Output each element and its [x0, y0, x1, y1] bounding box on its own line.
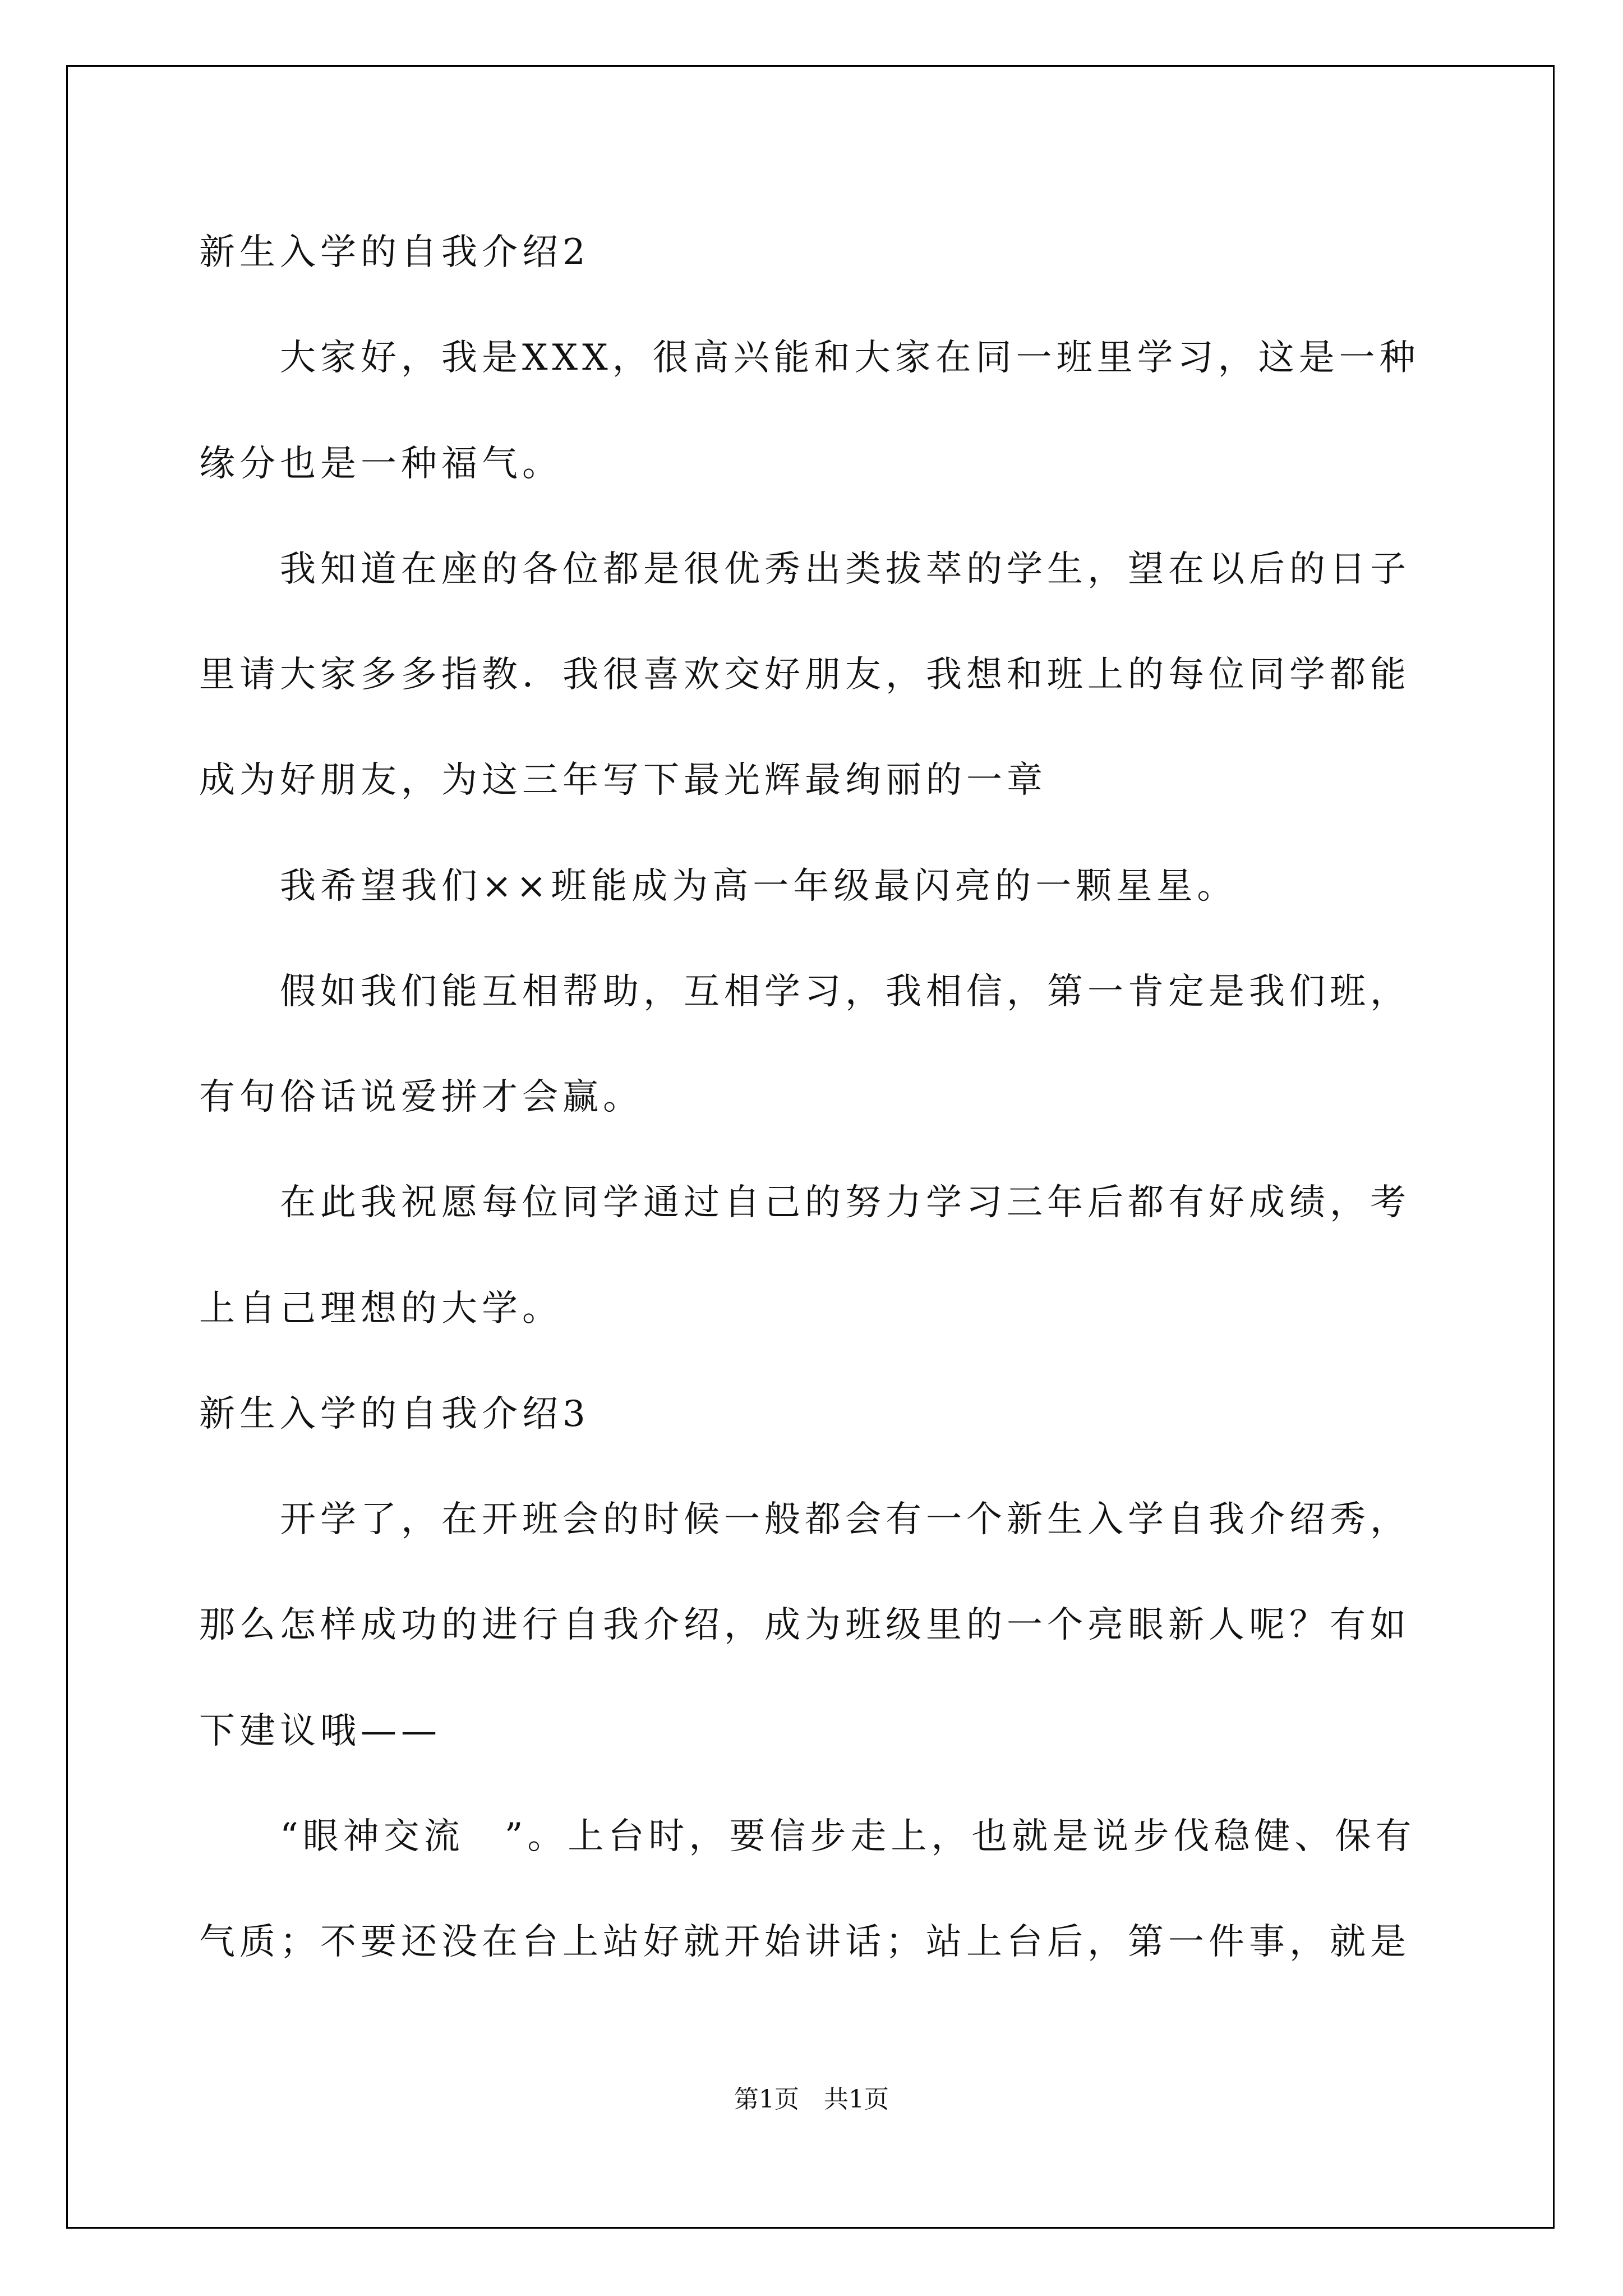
paragraph-line: 里请大家多多指教．我很喜欢交好朋友，我想和班上的每位同学都能 [199, 654, 1410, 696]
paragraph-line: 大家好，我是XXX，很高兴能和大家在同一班里学习，这是一种 [199, 337, 1420, 379]
paragraph-line: 开学了，在开班会的时候一般都会有一个新生入学自我介绍秀， [199, 1499, 1410, 1540]
paragraph-line: 缘分也是一种福气。 [199, 443, 562, 485]
page-border [66, 65, 1555, 2229]
paragraph-line: 有句俗话说爱拼才会赢。 [199, 1076, 643, 1118]
paragraph-line: 我希望我们××班能成为高一年级最闪亮的一颗星星。 [199, 866, 1238, 907]
section-heading-2: 新生入学的自我介绍2 [199, 232, 590, 273]
paragraph-line: 在此我祝愿每位同学通过自己的努力学习三年后都有好成绩，考 [199, 1182, 1410, 1223]
page-footer: 第1页 共1页 [734, 2085, 889, 2114]
paragraph-line: 气质；不要还没在台上站好就开始讲话；站上台后，第一件事，就是 [199, 1921, 1410, 1963]
paragraph-line: 成为好朋友，为这三年写下最光辉最绚丽的一章 [199, 760, 1047, 801]
paragraph-line: 那么怎样成功的进行自我介绍，成为班级里的一个亮眼新人呢？有如 [199, 1604, 1410, 1646]
section-heading-3: 新生入学的自我介绍3 [199, 1393, 590, 1435]
paragraph-line: 我知道在座的各位都是很优秀出类拔萃的学生，望在以后的日子 [199, 549, 1410, 590]
paragraph-line: 假如我们能互相帮助，互相学习，我相信，第一肯定是我们班， [199, 971, 1410, 1013]
paragraph-line: 上自己理想的大学。 [199, 1288, 562, 1329]
paragraph-line: “眼神交流 ”。上台时，要信步走上，也就是说步伐稳健、保有 [199, 1816, 1416, 1857]
paragraph-line: 下建议哦—— [199, 1710, 441, 1752]
